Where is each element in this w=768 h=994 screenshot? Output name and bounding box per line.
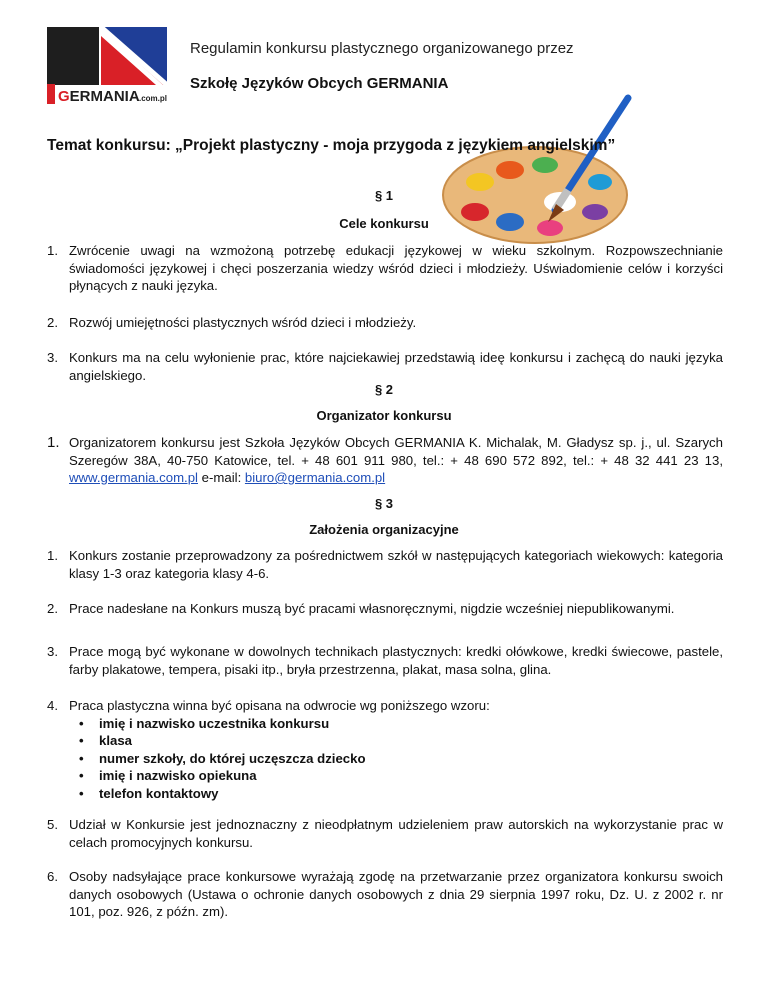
section-3-title: Założenia organizacyjne	[309, 522, 459, 537]
bullet-item: • numer szkoły, do której uczęszcza dziecko	[69, 750, 723, 768]
item-number: 2.	[47, 601, 58, 616]
item-text: Prace nadesłane na Konkurs muszą być pracami własnoręcznymi, nigdzie wcześniej niepublikowanymi.	[69, 601, 675, 616]
section-1-title: Cele konkursu	[339, 216, 429, 231]
item-number: 1.	[47, 548, 58, 563]
header-line-2: Szkołę Języków Obcych GERMANIA	[190, 75, 449, 92]
list-item	[47, 643, 723, 678]
item-number: 1.	[47, 434, 60, 451]
item-text: Prace mogą być wykonane w dowolnych technikach plastycznych: kredki ołówkowe, kredki świecowe, pastele, farby plakatowe, tempera, pisaki itp., bryła przestrzenna, plakat, masa solna, glina.	[69, 644, 723, 677]
bullet-item: • klasa	[69, 732, 723, 750]
list-item	[47, 349, 723, 384]
organizer-text: Organizatorem konkursu jest Szkoła Języków Obcych GERMANIA K. Michalak, M. Gładysz sp. j., ul. Szarych Szeregów 38A, 40-750 Katowice, tel. + 48 601 911 980, tel.: + 48 690 572 892, tel.: + 48 32 441 23 13,	[69, 435, 723, 468]
item-number: 3.	[47, 350, 58, 365]
list-item	[47, 697, 723, 802]
item-text: Osoby nadsyłające prace konkursowe wyrażają zgodę na przetwarzanie przez organizatora konkursu swoich danych osobowych (Ustawa o ochronie danych osobowych z dnia 29 sierpnia 1997 roku, Dz. U. z 2002 r. nr 101, poz. 926, z późn. zm).	[69, 869, 723, 919]
bullet-item: • imię i nazwisko opiekuna	[69, 767, 723, 785]
list-item	[47, 868, 723, 921]
item-text: Udział w Konkursie jest jednoznaczny z nieodpłatnym udzieleniem praw autorskich na wykorzystanie prac w celach promocyjnych konkursu.	[69, 817, 723, 850]
svg-text:.com.pl: .com.pl	[139, 94, 167, 103]
section-1-mark: § 1	[374, 188, 394, 203]
item-text: Konkurs ma na celu wyłonienie prac, które najciekawiej przedstawią ideę konkursu i zachęcą do nauki języka angielskiego.	[69, 350, 723, 383]
item-number: 2.	[47, 315, 58, 330]
description-bullet-list	[47, 715, 723, 803]
section-2-mark: § 2	[374, 382, 394, 397]
list-item	[47, 816, 723, 851]
list-item	[47, 547, 723, 582]
item-text: Praca plastyczna winna być opisana na odwrocie wg poniższego wzoru:	[69, 698, 490, 713]
section-2-title: Organizator konkursu	[316, 408, 452, 423]
bullet-item: • telefon kontaktowy	[69, 785, 723, 803]
list-item	[47, 434, 723, 487]
email-label: e-mail:	[201, 470, 242, 485]
header-line-1: Regulamin konkursu plastycznego organizowanego przez	[190, 40, 574, 57]
email-link[interactable]: biuro@germania.com.pl	[244, 470, 386, 485]
website-link[interactable]: www.germania.com.pl	[69, 470, 198, 485]
item-number: 3.	[47, 644, 58, 659]
list-item	[47, 242, 723, 295]
contest-topic: Temat konkursu: „Projekt plastyczny - moja przygoda z językiem angielskim”	[47, 137, 616, 154]
list-item	[47, 600, 723, 618]
list-item	[47, 314, 723, 332]
item-text: Konkurs zostanie przeprowadzony za pośrednictwem szkół w następujących kategoriach wiekowych: kategoria klasy 1-3 oraz kategoria klasy 4-6.	[69, 548, 723, 581]
item-text: Rozwój umiejętności plastycznych wśród dzieci i młodzieży.	[69, 315, 417, 330]
section-3-mark: § 3	[374, 496, 394, 511]
item-number: 5.	[47, 817, 58, 832]
item-number: 4.	[47, 698, 58, 713]
svg-text:GERMANIA: GERMANIA	[58, 88, 140, 104]
germania-logo	[47, 27, 167, 104]
bullet-item: • imię i nazwisko uczestnika konkursu	[69, 715, 723, 733]
item-number: 1.	[47, 243, 58, 258]
item-text: Zwrócenie uwagi na wzmożoną potrzebę edukacji językowej w wieku szkolnym. Rozpowszechnianie świadomości językowej i chęci poszerzania wiedzy wśród dzieci i młodzieży. Uświadomienie celów i korzyści płynących z nauki języka.	[69, 243, 723, 293]
item-number: 6.	[47, 869, 58, 884]
